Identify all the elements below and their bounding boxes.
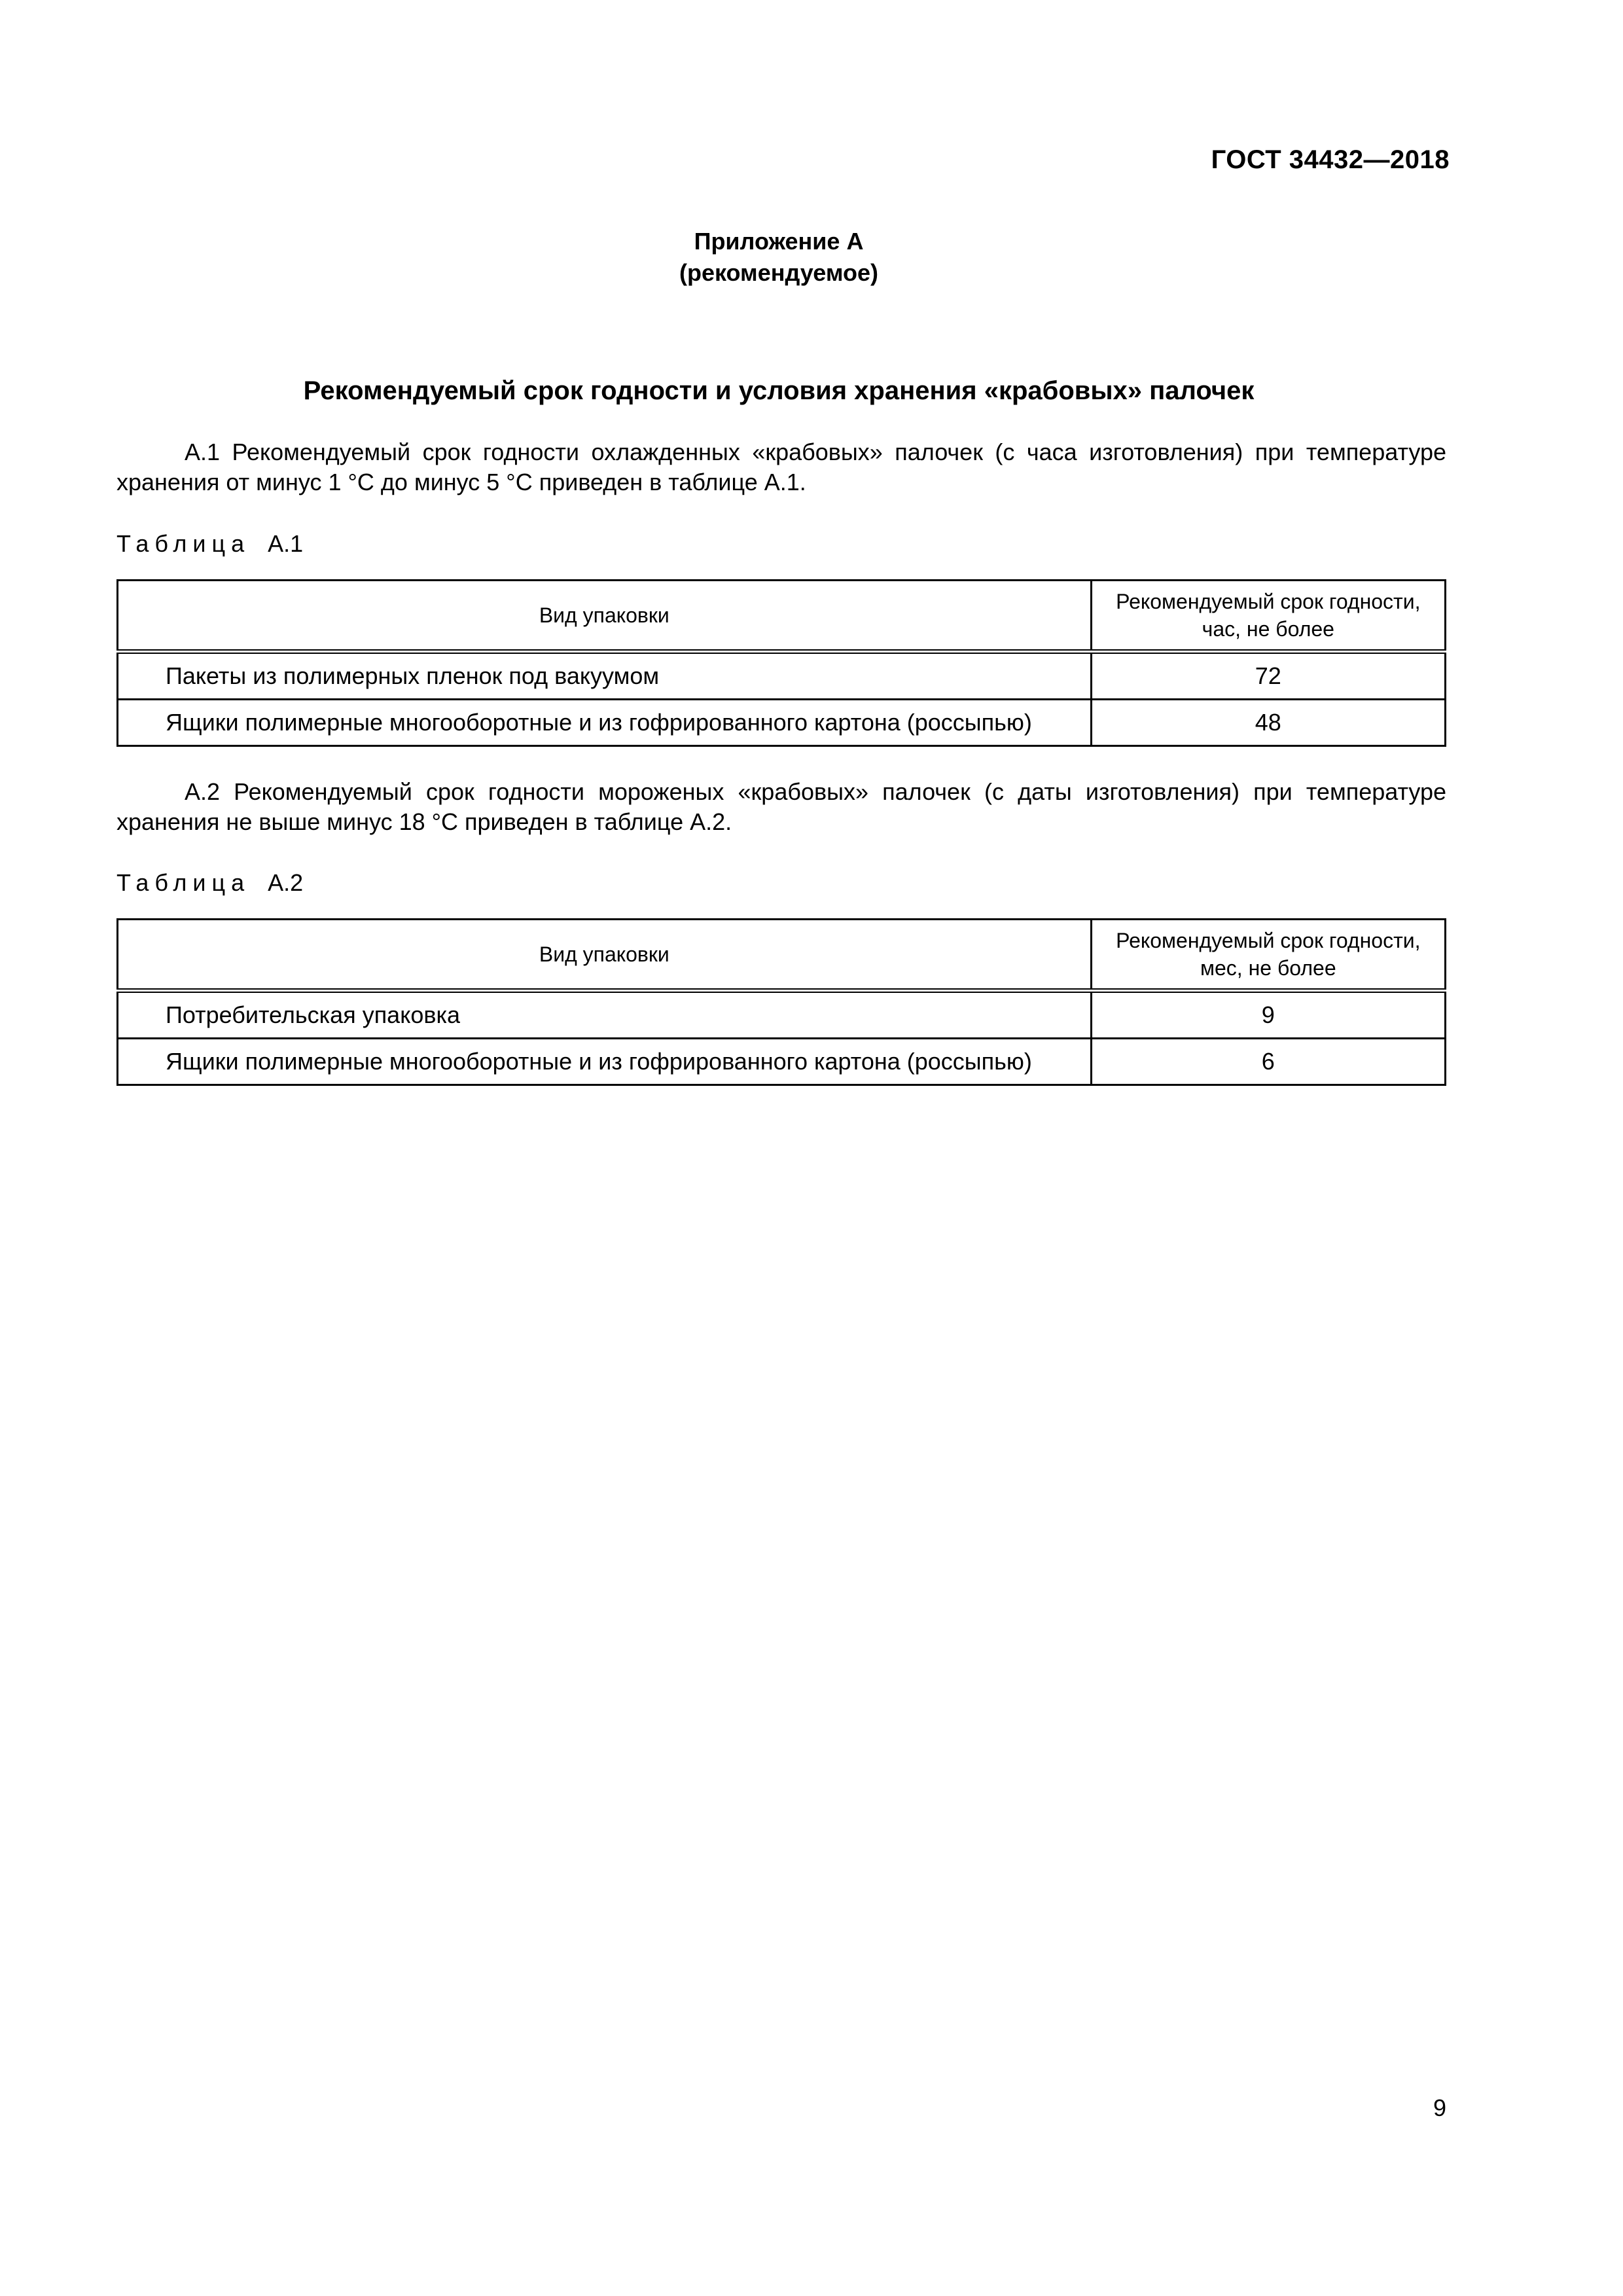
term-cell: 6 (1091, 1039, 1445, 1085)
appendix-status: (рекомендуемое) (679, 259, 878, 286)
paragraph-a2 (116, 777, 1446, 837)
paragraph-a1 (116, 437, 1446, 497)
table-a2-header-term (1091, 920, 1445, 991)
packaging-cell: Ящики полимерные многооборотные и из гофрированного картона (россыпью) (118, 1039, 1092, 1085)
term-cell: 72 (1091, 652, 1445, 700)
table-a2 (116, 918, 1446, 1086)
table-row (118, 991, 1446, 1039)
paragraph-a1-text: А.1 Рекомендуемый срок годности охлажденных «крабовых» палочек (с часа изготовления) при температуре хранения от минус 1 °С до минус 5 °С приведен в таблице А.1. (116, 439, 1446, 495)
table-a1-header-term-line1: Рекомендуемый срок годности, (1116, 590, 1421, 613)
table-a1-header-term-line2: час, не более (1202, 617, 1334, 641)
paragraph-a2-text: А.2 Рекомендуемый срок годности мороженых «крабовых» палочек (с даты изготовления) при температуре хранения не выше минус 18 °С приведен в таблице А.2. (116, 778, 1446, 835)
table-a2-header-term-line2: мес, не более (1200, 956, 1336, 980)
table-a2-header-term-line1: Рекомендуемый срок годности, (1116, 929, 1421, 952)
table-a1-header-term (1091, 581, 1445, 652)
term-cell: 48 (1091, 700, 1445, 746)
section-title: Рекомендуемый срок годности и условия хранения «крабовых» палочек (303, 376, 1255, 405)
table-a1-caption-number: А.1 (268, 530, 304, 557)
table-row (118, 652, 1446, 700)
table-header-row (118, 920, 1446, 991)
table-a1-header-packaging: Вид упаковки (118, 581, 1092, 652)
appendix-heading (0, 226, 1558, 289)
table-header-row (118, 581, 1446, 652)
appendix-title: Приложение А (694, 228, 864, 255)
table-a2-caption (116, 869, 303, 897)
term-cell: 9 (1091, 991, 1445, 1039)
table-a1-caption (116, 530, 303, 558)
page-number: 9 (1433, 2094, 1446, 2121)
table-row (118, 700, 1446, 746)
table-a2-caption-number: А.2 (268, 869, 304, 896)
table-a2-caption-word: Таблица (116, 869, 251, 896)
table-row (118, 1039, 1446, 1085)
table-a1 (116, 579, 1446, 747)
packaging-cell: Пакеты из полимерных пленок под вакуумом (118, 652, 1092, 700)
table-a1-caption-word: Таблица (116, 530, 251, 557)
table-a2-header-packaging: Вид упаковки (118, 920, 1092, 991)
packaging-cell: Ящики полимерные многооборотные и из гофрированного картона (россыпью) (118, 700, 1092, 746)
packaging-cell: Потребительская упаковка (118, 991, 1092, 1039)
standard-code: ГОСТ 34432—2018 (1211, 145, 1450, 174)
